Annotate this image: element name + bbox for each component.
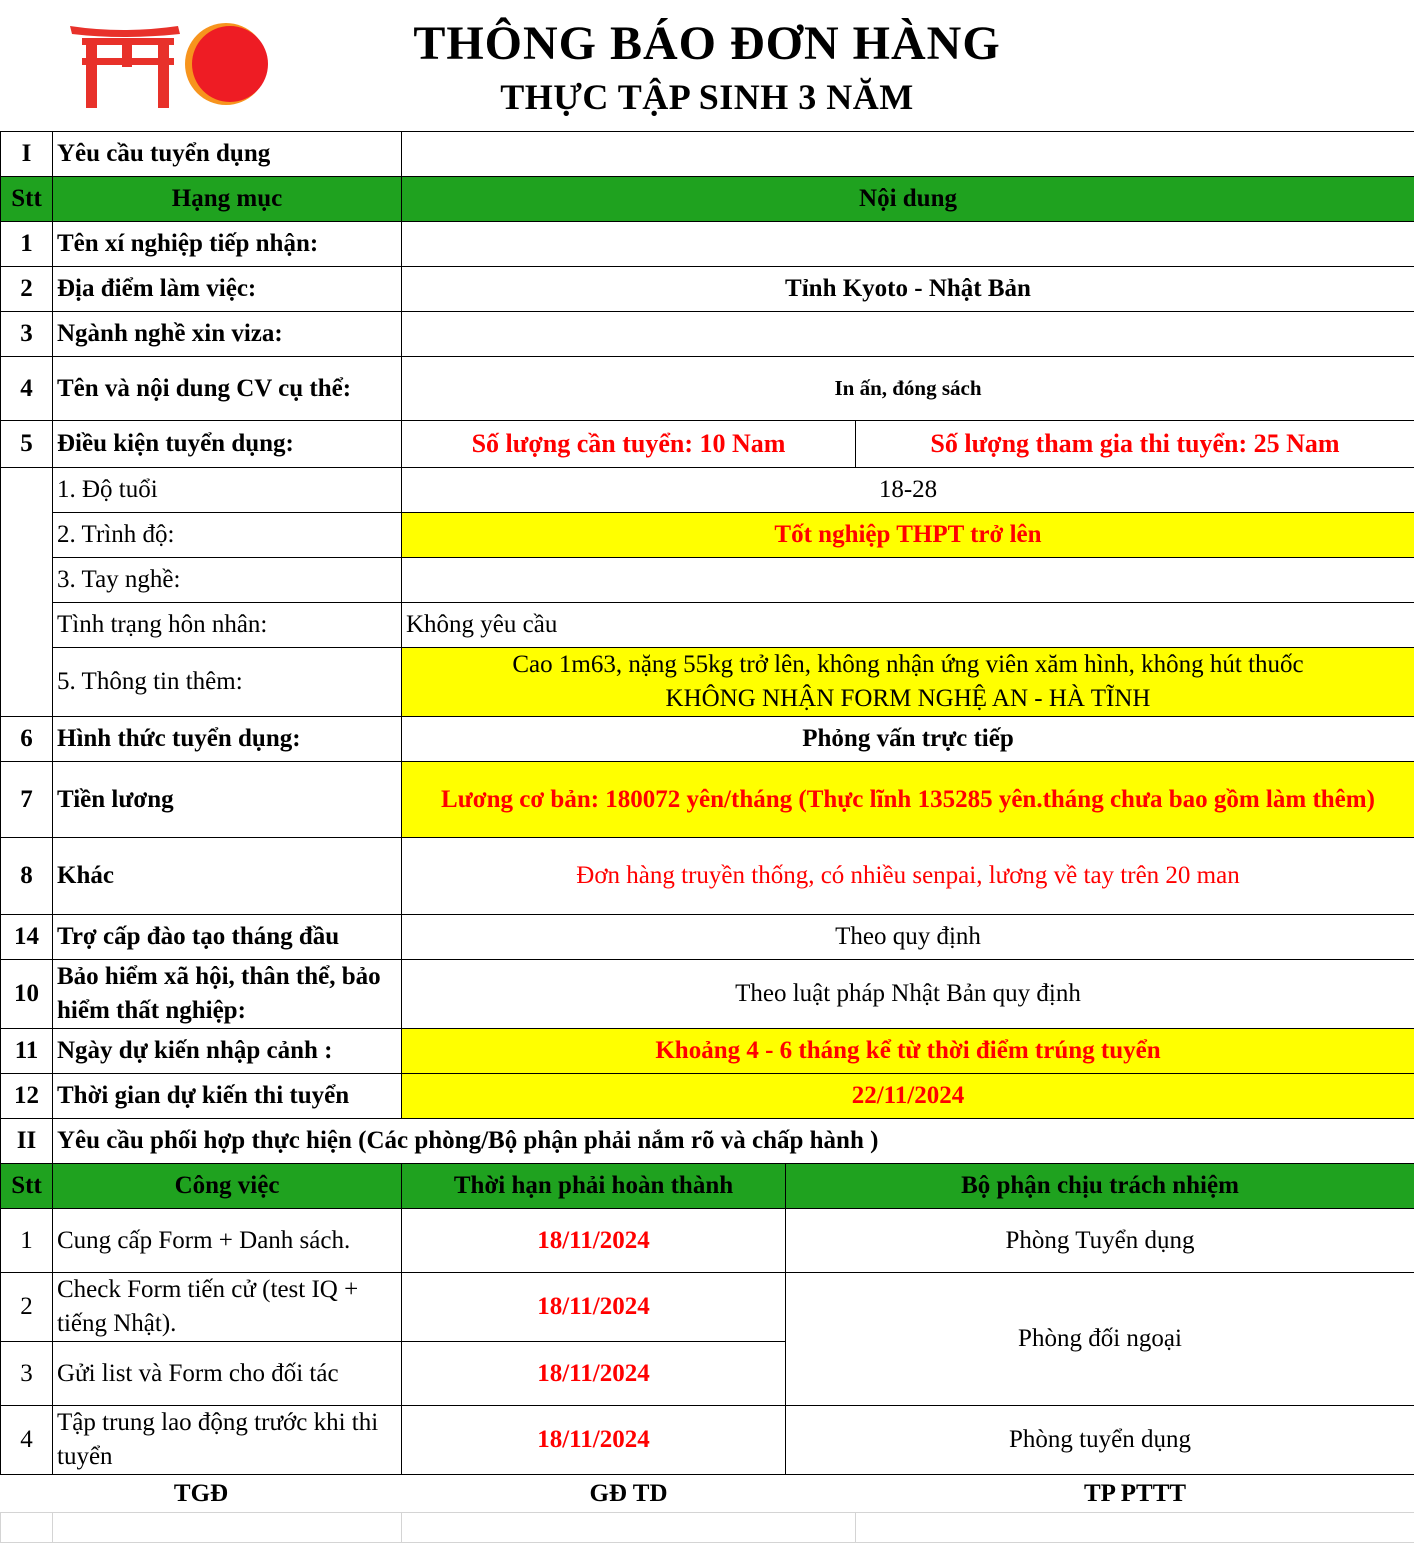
table-row xyxy=(1,421,1414,468)
table-row xyxy=(1,513,1414,558)
task-header-row xyxy=(1,1164,1414,1209)
row-label: Khác xyxy=(53,838,402,915)
row-value xyxy=(402,558,1414,603)
row-value xyxy=(402,222,1414,267)
row-label: Tiền lương xyxy=(53,762,402,838)
section-2-row xyxy=(1,1119,1414,1164)
row-label: Bảo hiểm xã hội, thân thể, bảo hiểm thất nghiệp: xyxy=(53,960,402,1029)
signature-tp-pttt: TP PTTT xyxy=(856,1475,1414,1513)
row-number: 2 xyxy=(1,267,53,312)
table-header-row xyxy=(1,177,1414,222)
section-number: II xyxy=(1,1119,53,1164)
task-name: Gửi list và Form cho đối tác xyxy=(53,1342,402,1406)
task-row xyxy=(1,1209,1414,1273)
col-task: Công việc xyxy=(53,1164,402,1209)
row-value: Theo quy định xyxy=(402,915,1414,960)
row-value: Đơn hàng truyền thống, có nhiều senpai, lương về tay trên 20 man xyxy=(402,838,1414,915)
table-row xyxy=(1,312,1414,357)
task-deadline: 18/11/2024 xyxy=(402,1209,786,1273)
section-title: Yêu cầu phối hợp thực hiện (Các phòng/Bộ phận phải nắm rõ và chấp hành ) xyxy=(53,1119,1414,1164)
task-row xyxy=(1,1273,1414,1342)
table-row xyxy=(1,267,1414,312)
row-number: 14 xyxy=(1,915,53,960)
row-label: Tên xí nghiệp tiếp nhận: xyxy=(53,222,402,267)
extra-line-1: Cao 1m63, nặng 55kg trở lên, không nhận ứng viên xăm hình, không hút thuốc xyxy=(512,651,1304,678)
row-value: Không yêu cầu xyxy=(402,603,1414,648)
row-label: Ngày dự kiến nhập cảnh : xyxy=(53,1029,402,1074)
task-dept: Phòng đối ngoại xyxy=(786,1273,1414,1406)
row-label: Ngành nghề xin viza: xyxy=(53,312,402,357)
row-value xyxy=(402,312,1414,357)
row-value: In ấn, đóng sách xyxy=(402,357,1414,421)
table-row xyxy=(1,960,1414,1029)
row-number: 1 xyxy=(1,222,53,267)
task-deadline: 18/11/2024 xyxy=(402,1406,786,1475)
signature-gd-td: GĐ TD xyxy=(402,1475,856,1513)
table-row xyxy=(1,558,1414,603)
section-title: Yêu cầu tuyển dụng xyxy=(53,132,402,177)
extra-line-2: KHÔNG NHẬN FORM NGHỆ AN - HÀ TĨNH xyxy=(665,685,1151,712)
document-subtitle: THỰC TẬP SINH 3 NĂM xyxy=(500,77,914,117)
col-item: Hạng mục xyxy=(53,177,402,222)
row-label: Điều kiện tuyển dụng: xyxy=(53,421,402,468)
table-row xyxy=(1,1074,1414,1119)
task-name: Tập trung lao động trước khi thi tuyển xyxy=(53,1406,402,1475)
row-label: 5. Thông tin thêm: xyxy=(53,648,402,717)
row-label: Tên và nội dung CV cụ thể: xyxy=(53,357,402,421)
row-number: 5 xyxy=(1,421,53,468)
table-row xyxy=(1,648,1414,717)
order-table xyxy=(0,131,1414,1543)
row-number: 6 xyxy=(1,717,53,762)
table-row xyxy=(1,717,1414,762)
row-label: Trợ cấp đào tạo tháng đầu xyxy=(53,915,402,960)
col-deadline: Thời hạn phải hoàn thành xyxy=(402,1164,786,1209)
task-number: 3 xyxy=(1,1342,53,1406)
row-label: 1. Độ tuổi xyxy=(53,468,402,513)
row-label: Địa điểm làm việc: xyxy=(53,267,402,312)
col-content: Nội dung xyxy=(402,177,1414,222)
col-stt: Stt xyxy=(1,1164,53,1209)
row-number: 4 xyxy=(1,357,53,421)
empty-cell xyxy=(1,468,53,717)
row-label: 3. Tay nghề: xyxy=(53,558,402,603)
table-row xyxy=(1,357,1414,421)
row-value: Khoảng 4 - 6 tháng kể từ thời điểm trúng tuyển xyxy=(402,1029,1414,1074)
row-value: Phỏng vấn trực tiếp xyxy=(402,717,1414,762)
document-title: THÔNG BÁO ĐƠN HÀNG xyxy=(413,17,1001,70)
task-dept: Phòng Tuyển dụng xyxy=(786,1209,1414,1273)
row-value: Tỉnh Kyoto - Nhật Bản xyxy=(402,267,1414,312)
task-dept: Phòng tuyển dụng xyxy=(786,1406,1414,1475)
table-row xyxy=(1,222,1414,267)
task-row xyxy=(1,1406,1414,1475)
row-number: 8 xyxy=(1,838,53,915)
empty-cell xyxy=(402,132,1414,177)
task-name: Cung cấp Form + Danh sách. xyxy=(53,1209,402,1273)
signature-tgd: TGĐ xyxy=(1,1475,402,1513)
row-value: 22/11/2024 xyxy=(402,1074,1414,1119)
task-number: 4 xyxy=(1,1406,53,1475)
task-number: 2 xyxy=(1,1273,53,1342)
section-1-row xyxy=(1,132,1414,177)
row-label: Hình thức tuyển dụng: xyxy=(53,717,402,762)
row-number: 12 xyxy=(1,1074,53,1119)
row-value: Tốt nghiệp THPT trở lên xyxy=(402,513,1414,558)
row-number: 7 xyxy=(1,762,53,838)
row-label: 2. Trình độ: xyxy=(53,513,402,558)
row-value: Theo luật pháp Nhật Bản quy định xyxy=(402,960,1414,1029)
row-value: 18-28 xyxy=(402,468,1414,513)
row-value xyxy=(402,648,1414,717)
signature-row xyxy=(1,1475,1414,1513)
row-number: 11 xyxy=(1,1029,53,1074)
table-row xyxy=(1,838,1414,915)
table-row xyxy=(1,762,1414,838)
table-row xyxy=(1,915,1414,960)
task-deadline: 18/11/2024 xyxy=(402,1273,786,1342)
row-number: 10 xyxy=(1,960,53,1029)
task-number: 1 xyxy=(1,1209,53,1273)
table-row xyxy=(1,603,1414,648)
task-name: Check Form tiến cử (test IQ + tiếng Nhật). xyxy=(53,1273,402,1342)
section-number: I xyxy=(1,132,53,177)
exam-quantity: Số lượng tham gia thi tuyển: 25 Nam xyxy=(856,421,1414,468)
col-dept: Bộ phận chịu trách nhiệm xyxy=(786,1164,1414,1209)
row-label: Tình trạng hôn nhân: xyxy=(53,603,402,648)
empty-grid-row xyxy=(1,1513,1414,1543)
row-label: Thời gian dự kiến thi tuyển xyxy=(53,1074,402,1119)
row-number: 3 xyxy=(1,312,53,357)
recruit-quantity: Số lượng cần tuyển: 10 Nam xyxy=(402,421,856,468)
document-header xyxy=(0,0,1414,131)
salary-value: Lương cơ bản: 180072 yên/tháng (Thực lĩnh 135285 yên.tháng chưa bao gồm làm thêm) xyxy=(402,762,1414,838)
col-stt: Stt xyxy=(1,177,53,222)
task-deadline: 18/11/2024 xyxy=(402,1342,786,1406)
table-row xyxy=(1,468,1414,513)
table-row xyxy=(1,1029,1414,1074)
